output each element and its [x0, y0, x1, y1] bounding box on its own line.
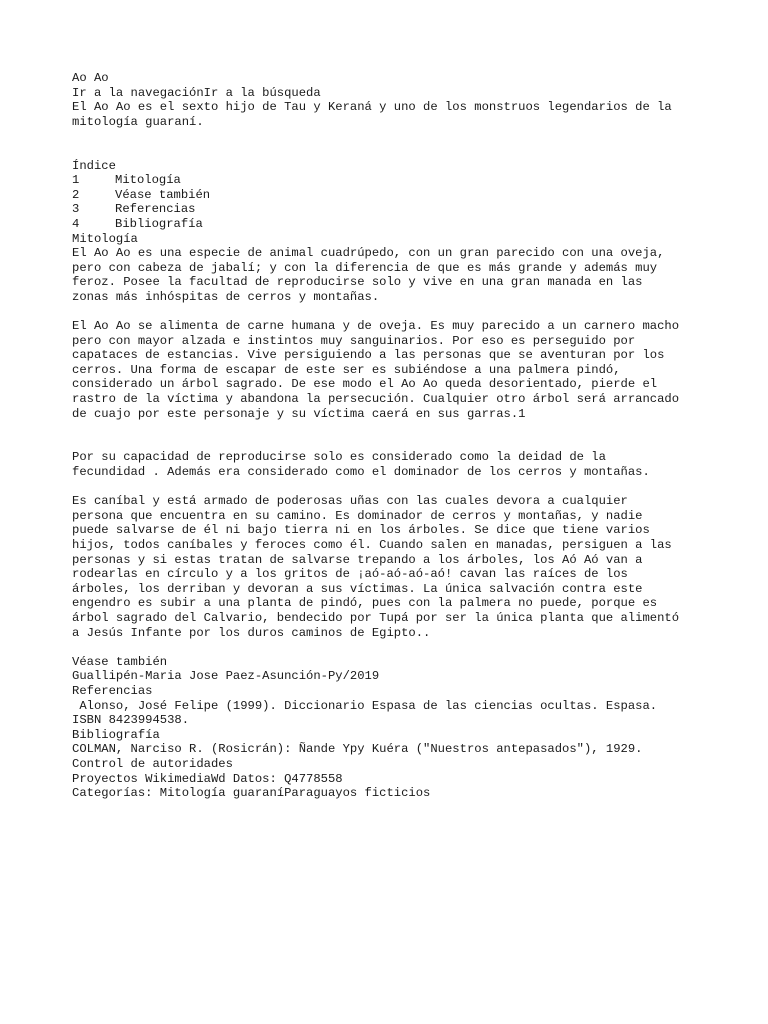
- toc-label: Bibliografía: [115, 216, 203, 231]
- paragraph-line: cerros. Una forma de escapar de este ser es subiéndose a una palmera pindó,: [72, 362, 621, 377]
- toc-number: 4: [72, 216, 80, 231]
- toc-label: Véase también: [115, 187, 211, 202]
- paragraph-line: rodearlas en círculo y a los gritos de ¡aó-aó-aó-aó! cavan las raíces de los: [72, 567, 628, 582]
- toc-number: 3: [72, 202, 80, 217]
- paragraph-line: árbol sagrado del Calvario, bendecido por Tupá por ser la única planta que alimentó: [72, 610, 680, 625]
- section-heading-vease-tambien: Véase también: [72, 654, 168, 669]
- paragraph-line: rastro de la víctima y abandona la persecución. Cualquier otro árbol será arrancado: [72, 392, 680, 407]
- paragraph-line: feroz. Posee la facultad de reproducirse solo y vive en una gran manada en las: [72, 275, 643, 290]
- paragraph-line: Por su capacidad de reproducirse solo es considerado como la deidad de la: [72, 450, 606, 465]
- vease-tambien-link[interactable]: Guallipén-Maria Jose Paez-Asunción-Py/2019: [72, 669, 380, 684]
- paragraph-line: persona que encuentra en su camino. Es dominador de cerros y montañas, y nadie: [72, 508, 643, 523]
- toc-label: Referencias: [115, 202, 196, 217]
- paragraph-line: Es caníbal y está armado de poderosas uñas con las cuales devora a cualquier: [72, 494, 628, 509]
- section-heading-mitologia: Mitología: [72, 231, 138, 246]
- paragraph-line: de cuajo por este personaje y su víctima caerá en sus garras.1: [72, 406, 526, 421]
- intro-line: mitología guaraní.: [72, 114, 204, 129]
- toc-number: 2: [72, 187, 80, 202]
- intro-line: El Ao Ao es el sexto hijo de Tau y Keraná y uno de los monstruos legendarios de la: [72, 100, 672, 115]
- table-of-contents: [72, 159, 702, 232]
- page-title: Ao Ao: [72, 71, 109, 85]
- paragraph-line: zonas más inhóspitas de cerros y montañas.: [72, 289, 380, 304]
- paragraph-line: pero con cabeza de jabalí; y con la diferencia de que es más grande y además muy: [72, 260, 658, 275]
- toc-item-mitologia[interactable]: [72, 173, 702, 188]
- mitologia-paragraph-2: [72, 319, 702, 421]
- toc-number: 1: [72, 173, 80, 188]
- paragraph-line: puede salvarse de él ni bajo tierra ni en los árboles. Se dice que tiene varios: [72, 523, 650, 538]
- toc-label: Mitología: [115, 173, 181, 188]
- paragraph-line: personas y si estas tratan de salvarse trepando a los árboles, los Aó Aó van a: [72, 552, 643, 567]
- toc-heading: Índice: [72, 158, 116, 173]
- reference-isbn-link[interactable]: ISBN 8423994538.: [72, 713, 190, 728]
- toc-item-vease-tambien[interactable]: [72, 188, 702, 203]
- paragraph-line: capataces de estancias. Vive persiguiendo a las personas que se aventuran por los: [72, 348, 665, 363]
- paragraph-line: considerado un árbol sagrado. De ese modo el Ao Ao queda desorientado, pierde el: [72, 377, 658, 392]
- paragraph-line: árboles, los derriban y devoran a sus víctimas. La única salvación contra este: [72, 581, 643, 596]
- authority-control-links[interactable]: Proyectos WikimediaWd Datos: Q4778558: [72, 771, 343, 786]
- section-heading-referencias: Referencias: [72, 683, 153, 698]
- authority-control-heading: Control de autoridades: [72, 756, 233, 771]
- mitologia-paragraph-4: [72, 494, 702, 640]
- navigation-links[interactable]: Ir a la navegaciónIr a la búsqueda: [72, 85, 321, 100]
- paragraph-line: pero con mayor alzada e instintos muy sanguinarios. Por eso es perseguido por: [72, 333, 636, 348]
- paragraph-line: fecundidad . Además era considerado como el dominador de los cerros y montañas.: [72, 465, 650, 480]
- categories-links[interactable]: Categorías: Mitología guaraníParaguayos ficticios: [72, 786, 431, 801]
- paragraph-line: El Ao Ao se alimenta de carne humana y de oveja. Es muy parecido a un carnero macho: [72, 319, 680, 334]
- paragraph-line: El Ao Ao es una especie de animal cuadrúpedo, con un gran parecido con una oveja,: [72, 246, 665, 261]
- toc-item-bibliografia[interactable]: [72, 217, 702, 232]
- bibliography-entry: COLMAN, Narciso R. (Rosicrán): Ñande Ypy Kuéra ("Nuestros antepasados"), 1929.: [72, 742, 643, 757]
- paragraph-line: hijos, todos caníbales y feroces como él. Cuando salen en manadas, persiguen a las: [72, 538, 672, 552]
- intro-paragraph: [72, 100, 702, 129]
- mitologia-paragraph-3: [72, 450, 702, 479]
- mitologia-paragraph-1: [72, 246, 702, 304]
- section-heading-bibliografia: Bibliografía: [72, 727, 160, 742]
- document-page: [72, 71, 702, 801]
- toc-item-referencias[interactable]: [72, 202, 702, 217]
- paragraph-line: engendro es subir a una planta de pindó, pues con la palmera no puede, porque es: [72, 596, 658, 611]
- paragraph-line: a Jesús Infante por los duros caminos de Egipto..: [72, 625, 431, 640]
- reference-line: Alonso, José Felipe (1999). Diccionario Espasa de las ciencias ocultas. Espasa.: [72, 698, 658, 713]
